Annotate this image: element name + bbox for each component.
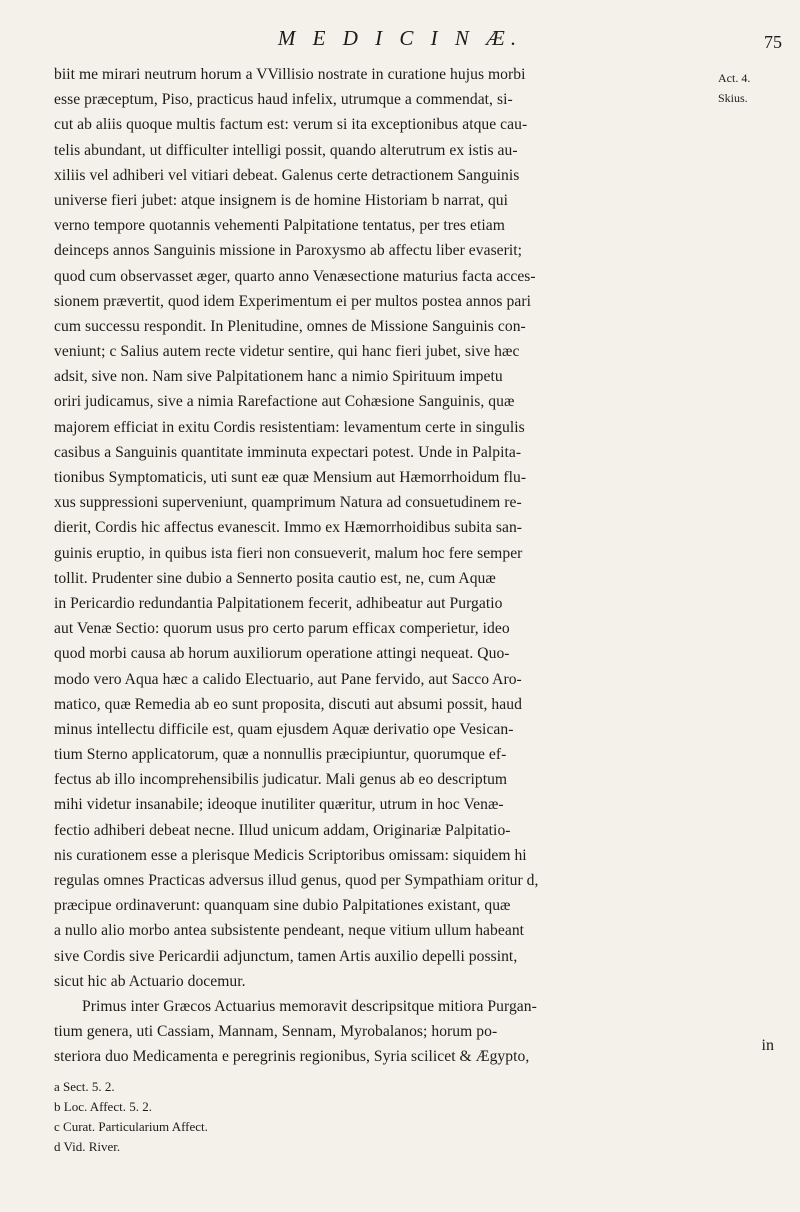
text-line: mihi videtur insanabile; ideoque inutiliter quæritur, utrum in hoc Venæ-: [54, 796, 504, 814]
footnotes: [54, 1077, 454, 1157]
text-line: fectio adhiberi debeat necne. Illud unicum addam, Originariæ Palpitatio-: [54, 821, 511, 839]
running-title: M E D I C I N Æ.: [277, 26, 523, 50]
text-line: xiliis vel adhiberi vel vitiari debeat. Galenus certe detractionem Sanguinis: [54, 166, 520, 184]
page-number: 75: [764, 32, 782, 52]
footnote: d Vid. River.: [54, 1139, 121, 1154]
text-line: quod cum observasset æger, quarto anno Venæsectione maturius facta acces-: [54, 267, 536, 285]
text-line: casibus a Sanguinis quantitate imminuta expectari potest. Unde in Palpita-: [54, 443, 522, 461]
text-line: veniunt; c Salius autem recte videtur sentire, qui hanc fieri jubet, sive hæc: [54, 343, 520, 361]
text-line: deinceps annos Sanguinis missione in Paroxysmo ab affectu liber evaserit;: [54, 242, 523, 260]
text-line: telis abundant, ut difficulter intelligi possit, quando alterutrum ex istis au-: [54, 141, 518, 159]
footnote: c Curat. Particularium Affect.: [54, 1119, 208, 1134]
footnote: b Loc. Affect. 5. 2.: [54, 1099, 152, 1114]
text-line: biit me mirari neutrum horum a VVillisio nostrate in curatione hujus morbi: [54, 66, 526, 83]
text-line: tionibus Symptomaticis, uti sunt eæ quæ Mensium aut Hæmorrhoidum flu-: [54, 469, 527, 486]
text-line: præcipue ordinaverunt: quanquam sine dubio Palpitationes existant, quæ: [54, 897, 511, 915]
text-line: cum successu respondit. In Plenitudine, omnes de Missione Sanguinis con-: [54, 317, 526, 335]
text-line: esse præceptum, Piso, practicus haud infelix, utrumque a commendat, si-: [54, 91, 513, 109]
text-line: xus suppressioni superveniunt, quamprimum Natura ad consuetudinem re-: [54, 494, 522, 512]
text-line: aut Venæ Sectio: quorum usus pro certo parum efficax comperietur, ideo: [54, 620, 510, 638]
text-line: fectus ab illo incomprehensibilis judicatur. Mali genus ab eo descriptum: [54, 771, 508, 789]
text-line: Primus inter Græcos Actuarius memoravit descripsitque mitiora Purgan-: [82, 997, 537, 1015]
text-line: matico, quæ Remedia ab eo sunt proposita, discuti aut absumi possit, haud: [54, 695, 522, 713]
marginal-note-skius: Skius.: [718, 91, 748, 105]
text-line: minus intellectu difficile est, quam ejusdem Aquæ derivatio ope Vesican-: [54, 720, 514, 738]
text-line: adsit, sive non. Nam sive Palpitationem hanc a nimio Spirituum impetu: [54, 368, 503, 386]
text-line: tium Sterno applicatorum, quæ a nonnullis præcipiuntur, quorumque ef-: [54, 746, 507, 764]
text-line: cut ab aliis quoque multis factum est: verum si ita exceptionibus atque cau-: [54, 116, 528, 134]
footnote: a Sect. 5. 2.: [54, 1079, 115, 1094]
text-line: majorem efficiat in exitu Cordis resistentiam: levamentum certe in singulis: [54, 418, 525, 436]
text-line: verno tempore quotannis vehementi Palpitatione tentatus, per tres etiam: [54, 217, 505, 235]
marginal-note-acta: Act. 4.: [718, 71, 751, 85]
text-line: dierit, Cordis hic affectus evanescit. Immo ex Hæmorrhoidibus subita san-: [54, 519, 523, 537]
text-line: tium genera, uti Cassiam, Mannam, Sennam, Myrobalanos; horum po-: [54, 1023, 498, 1041]
text-line: universe fieri jubet: atque insignem is de homine Historiam b narrat, qui: [54, 191, 509, 209]
text-line: tollit. Prudenter sine dubio a Sennerto posita cautio est, ne, cum Aquæ: [54, 569, 496, 587]
text-line: steriora duo Medicamenta e peregrinis regionibus, Syria scilicet & Ægypto,: [54, 1048, 530, 1066]
text-line: sionem prævertit, quod idem Experimentum ei per multos postea annos pari: [54, 292, 531, 310]
text-line: nis curationem esse a plerisque Medicis Scriptoribus omissam: siquidem hi: [54, 846, 527, 864]
text-line: sive Cordis sive Pericardii adjunctum, tamen Artis auxilio depelli possint,: [54, 947, 518, 965]
body-text: [54, 62, 714, 1070]
text-line: sicut hic ab Actuario docemur.: [54, 972, 246, 990]
text-line: a nullo alio morbo antea subsistente pendeant, neque vitium ullum habeant: [54, 922, 525, 940]
text-line: quod morbi causa ab horum auxiliorum operatione attingi nequeat. Quo-: [54, 645, 510, 663]
running-head: [0, 14, 800, 54]
catchword: in: [761, 1037, 774, 1054]
text-line: regulas omnes Practicas adversus illud genus, quod per Sympathiam oritur d,: [54, 872, 539, 889]
text-line: modo vero Aqua hæc a calido Electuario, aut Pane fervido, aut Sacco Aro-: [54, 670, 522, 688]
text-line: in Pericardio redundantia Palpitationem fecerit, adhibeatur aut Purgatio: [54, 594, 503, 612]
text-line: oriri judicamus, sive a nimia Rarefactione aut Cohæsione Sanguinis, quæ: [54, 393, 515, 411]
text-line: guinis eruptio, in quibus ista fieri non consueverit, malum hoc fere semper: [54, 544, 523, 562]
